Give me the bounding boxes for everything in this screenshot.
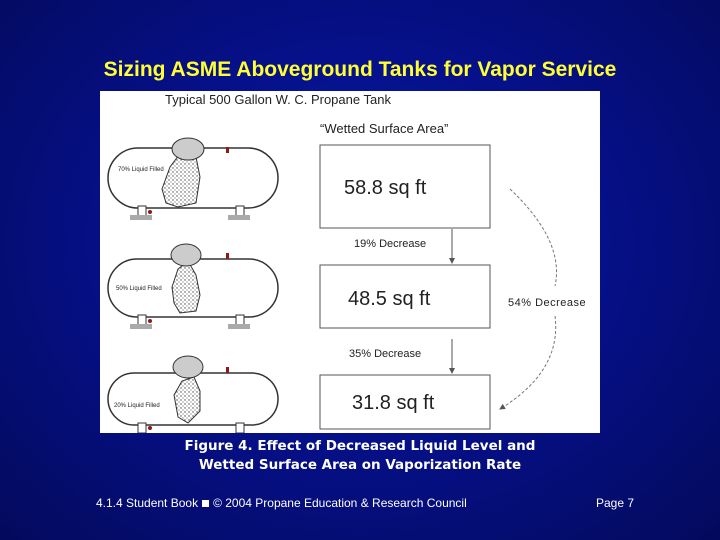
tank-20-percent [108, 356, 278, 433]
tank-70-percent [108, 138, 278, 220]
area-value: 31.8 sq ft [352, 392, 435, 414]
caption-line: Figure 4. Effect of Decreased Liquid Level and [184, 438, 536, 454]
caption-line: Wetted Surface Area on Vaporization Rate [198, 457, 522, 473]
page-number: Page 7 [596, 496, 635, 510]
tank-fill-label: 70% Liquid Filled [118, 167, 164, 173]
footer-copyright: © 2004 Propane Education & Research Council [213, 496, 467, 510]
overall-arrow [500, 316, 556, 409]
wetted-surface-label: “Wetted Surface Area” [320, 121, 449, 136]
area-value: 58.8 sq ft [344, 177, 427, 199]
footer-book: 4.1.4 Student Book [96, 496, 199, 510]
decrease-label: 19% Decrease [354, 238, 427, 250]
tank-fill-label: 50% Liquid Filled [116, 286, 162, 292]
tank-diagram [100, 91, 600, 433]
figure-header: Typical 500 Gallon W. C. Propane Tank [165, 92, 391, 107]
footer-source [96, 496, 467, 510]
tank-50-percent [108, 244, 278, 329]
decrease-label: 35% Decrease [349, 348, 422, 360]
tank-figure [100, 91, 600, 433]
figure-caption [0, 437, 720, 475]
overall-decrease-label: 54% Decrease [508, 297, 587, 309]
tank-fill-label: 20% Liquid Filled [114, 403, 160, 409]
area-value: 48.5 sq ft [348, 288, 431, 310]
overall-arrow [510, 189, 557, 286]
slide-title: Sizing ASME Aboveground Tanks for Vapor Service [103, 58, 617, 81]
square-bullet-icon [202, 500, 209, 507]
